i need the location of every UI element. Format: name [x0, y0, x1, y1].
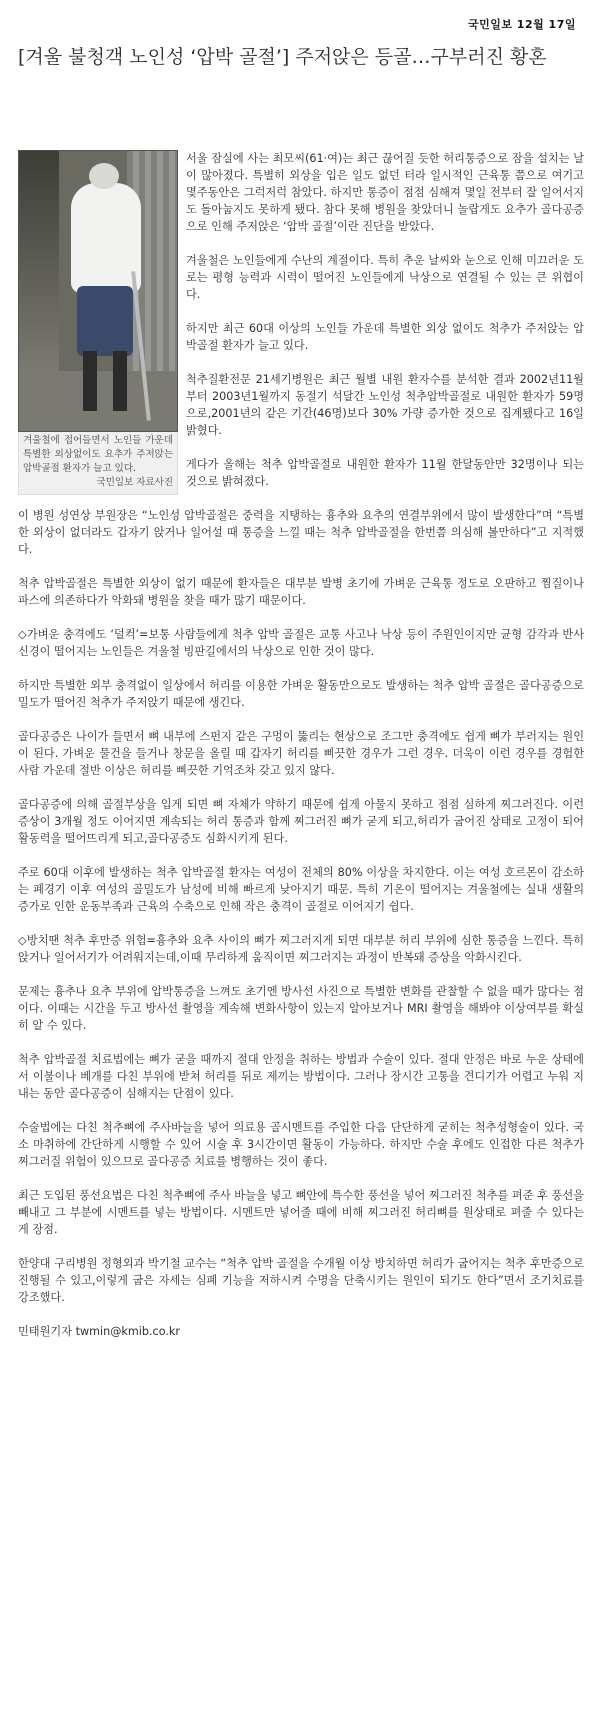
paragraph: ◇가벼운 충격에도 ‘덜컥’=보통 사람들에게 척추 압박 골절은 교통 사고나 낙상 등이 주원인이지만 균형 감각과 반사 신경이 떨어지는 노인들은 겨울철 빙판길에서의 낙상으로 인한 것이 많다.	[18, 628, 584, 658]
photo-figure	[18, 150, 178, 495]
paragraph: 서울 잠실에 사는 최모씨(61·여)는 최근 끊어질 듯한 허리통증으로 잠을 설치는 날이 많아졌다. 특별히 외상을 입은 일도 없던 터라 일시적인 근육통 쯤으로 여기고 몇주동안은 그럭저럭 참았다. 하지만 통증이 점점 심해져 몇일 전부터 잘 일어서지도 돌아눕지도 못하게 됐다. 참다 못해 병원을 찾았더니 놀랍게도 요추가 골다공증으로 인해 주저앉은 ‘압박 골절’이란 진단을 받았다.	[186, 152, 584, 233]
publication-name: 국민일보	[467, 18, 513, 31]
photo-credit: 국민일보 자료사진	[96, 477, 173, 488]
byline: 민태원기자 twmin@kmib.co.kr	[18, 1325, 180, 1338]
paragraph: 한양대 구리병원 정형외과 박기철 교수는 “척추 압박 골절을 수개월 이상 방치하면 허리가 굽어지는 척추 후만증으로 진행될 수 있고,이렇게 굽은 자세는 심폐 기능을 저하시켜 수명을 단축시키는 원인이 되기도 한다”면서 조기치료를 강조했다.	[18, 1257, 584, 1304]
paragraph: 최근 도입된 풍선요법은 다친 척추뼈에 주사 바늘을 넣고 뼈안에 특수한 풍선을 넣어 찌그러진 척추를 펴준 후 풍선을 빼내고 그 부분에 시멘트를 넣는 방법이다. 시멘트만 넣어줄 때에 비해 찌그러진 허리뼈를 원상태로 펴줄 수 있다는 게 장점.	[18, 1189, 584, 1236]
paragraph: 이 병원 성연상 부원장은 “노인성 압박골절은 중력을 지탱하는 흉추와 요추의 연결부위에서 많이 발생한다”며 “특별한 외상이 없더라도 갑자기 앉거나 일어설 때 통증을 느낄 때는 척추 압박골절을 한번쯤 의심해 볼만하다”고 지적했다.	[18, 509, 584, 556]
paragraph: ◇방치땐 척추 후만증 위험=흉추와 요추 사이의 뼈가 찌그러지게 되면 대부분 허리 부위에 심한 통증을 느낀다. 특히 앉거나 일어서기가 어려워지는데,이때 무리하게 움직이면 찌그러지는 과정이 반복돼 증상을 악화시킨다.	[18, 934, 584, 964]
paragraph: 골다공증에 의해 골절부상을 입게 되면 뼈 자체가 약하기 때문에 쉽게 아물지 못하고 점점 심하게 찌그러진다. 이런 증상이 3개월 정도 이어지면 계속되는 허리 통증과 함께 찌그러진 뼈가 굳게 되고,허리가 굽어진 상태로 고정이 되어 활동력을 떨어뜨리게 되고,골다공증도 심화시키게 된다.	[18, 798, 584, 845]
paragraph: 골다공증은 나이가 들면서 뼈 내부에 스펀지 같은 구멍이 뚫리는 현상으로 조그만 충격에도 쉽게 뼈가 부러지는 원인이 된다. 가벼운 물건을 들거나 창문을 올릴 때 갑자기 허리를 삐끗한 경우가 그런 경우. 더욱이 이런 경우를 경험한 사람 가운데 절반 이상은 허리를 삐끗한 기억조차 갖고 있지 않다.	[18, 730, 584, 777]
article-body	[18, 150, 584, 1357]
headline: [겨울 불청객 노인성 ‘압박 골절’] 주저앉은 등골…구부러진 황혼	[18, 46, 547, 68]
paragraph: 척추질환전문 21세기병원은 최근 월별 내원 환자수를 분석한 결과 2002년11월부터 2003년1월까지 동절기 석달간 노인성 척추압박골절로 내원한 환자가 59명으로,2001년의 같은 기간(46명)보다 30% 가량 증가한 것으로 집계됐다고 16일 밝혔다.	[186, 373, 584, 437]
paragraph: 주로 60대 이후에 발생하는 척추 압박골절 환자는 여성이 전체의 80% 이상을 차지한다. 이는 여성 호르몬이 감소하는 폐경기 이후 여성의 골밀도가 남성에 비해 빠르게 낮아지기 때문. 특히 기온이 떨어지는 겨울철에는 실내 생활의 증가로 인한 운동부족과 근육의 수축으로 인해 작은 충격이 골절로 이어지기 쉽다.	[18, 866, 584, 913]
elderly-woman-photo	[18, 150, 178, 432]
paragraph: 수술법에는 다친 척추뼈에 주사바늘을 넣어 의료용 골시멘트를 주입한 다음 단단하게 굳히는 척추성형술이 있다. 국소 마취하에 간단하게 시행할 수 있어 시술 후 3시간이면 활동이 가능하다. 하지만 수술 후에도 인접한 다른 척추가 찌그러질 위험이 있으므로 골다공증 치료를 병행하는 것이 좋다.	[18, 1121, 584, 1168]
publication-date: 12월 17일	[516, 18, 576, 31]
paragraph: 문제는 흉추나 요추 부위에 압박통증을 느껴도 초기엔 방사선 사진으로 특별한 변화를 관찰할 수 없을 때가 많다는 점이다. 이때는 시간을 두고 방사선 촬영을 계속해 변화사항이 있는지 알아보거나 MRI 촬영을 해봐야 이상여부를 확실히 알 수 있다.	[18, 985, 584, 1032]
paragraph: 하지만 최근 60대 이상의 노인들 가운데 특별한 외상 없이도 척추가 주저앉는 압박골절 환자가 늘고 있다.	[186, 322, 584, 352]
paragraph: 겨울철은 노인들에게 수난의 계절이다. 특히 추운 날씨와 눈으로 인해 미끄러운 도로는 평형 능력과 시력이 떨어진 노인들에게 낙상으로 연결될 수 있는 큰 위협이다.	[186, 254, 584, 301]
paragraph: 척추 압박골절 치료법에는 뼈가 굳을 때까지 절대 안정을 취하는 방법과 수술이 있다. 절대 안정은 바로 누운 상태에서 이불이나 베개를 다친 부위에 받쳐 허리를 뒤로 제끼는 방법이다. 그러나 장시간 고통을 견디기가 어렵고 누워 지내는 동안 골다공증이 심해지는 단점이 있다.	[18, 1053, 584, 1100]
publication-dateline	[468, 16, 576, 32]
photo-caption-text: 겨울철에 접어들면서 노인들 가운데 특별한 외상없이도 요추가 주저앉는 압박골절 환자가 늘고 있다.	[23, 435, 173, 474]
paragraph: 척추 압박골절은 특별한 외상이 없기 때문에 환자들은 대부분 발병 초기에 가벼운 근육통 정도로 오판하고 찜질이나 파스에 의존하다가 악화돼 병원을 찾을 때가 많기 때문이다.	[18, 577, 584, 607]
paragraph: 게다가 올해는 척추 압박골절로 내원한 환자가 11월 한달동안만 32명이나 되는 것으로 밝혀졌다.	[186, 458, 584, 488]
photo-caption	[18, 432, 178, 495]
paragraph: 하지만 특별한 외부 충격없이 일상에서 허리를 이용한 가벼운 활동만으로도 발생하는 척추 압박 골절은 골다공증으로 밀도가 떨어진 척추가 주저앉기 때문에 생긴다.	[18, 679, 584, 709]
